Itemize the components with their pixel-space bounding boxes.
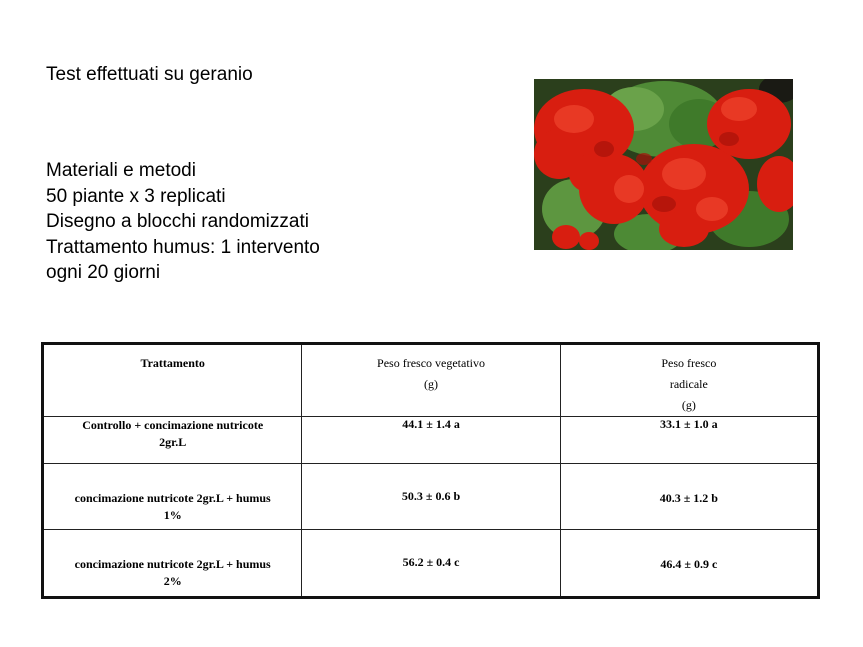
peso-radicale-cell: 40.3 ± 1.2 b (560, 464, 818, 530)
header-peso-radicale: Peso fresco radicale (g) (560, 344, 818, 417)
treatment-cell: concimazione nutricote 2gr.L + humus 2% (43, 530, 302, 598)
table-row (43, 417, 819, 464)
methods-line: ogni 20 giorni (46, 262, 161, 283)
peso-radicale-cell: 46.4 ± 0.9 c (560, 530, 818, 598)
treatment-cell: Controllo + concimazione nutricote 2gr.L (43, 417, 302, 464)
slide-title: Test effettuati su geranio (46, 64, 253, 85)
table-row (43, 464, 819, 530)
treatment-cell: concimazione nutricote 2gr.L + humus 1% (43, 464, 302, 530)
table-header-row (43, 344, 819, 417)
methods-text-block (46, 158, 320, 286)
methods-heading: Materiali e metodi (46, 160, 196, 181)
methods-line: Disegno a blocchi randomizzati (46, 211, 309, 232)
peso-vegetativo-cell: 56.2 ± 0.4 c (302, 530, 560, 598)
geranium-image-icon (534, 79, 793, 250)
peso-radicale-cell: 33.1 ± 1.0 a (560, 417, 818, 464)
methods-line: 50 piante x 3 replicati (46, 185, 226, 207)
header-trattamento: Trattamento (43, 344, 302, 417)
methods-line: Trattamento humus: 1 intervento (46, 236, 320, 258)
geranium-photo (534, 79, 793, 250)
peso-vegetativo-cell: 44.1 ± 1.4 a (302, 417, 560, 464)
results-table (41, 342, 820, 599)
peso-vegetativo-cell: 50.3 ± 0.6 b (302, 464, 560, 530)
header-peso-vegetativo: Peso fresco vegetativo (g) (302, 344, 560, 417)
table-row (43, 530, 819, 598)
